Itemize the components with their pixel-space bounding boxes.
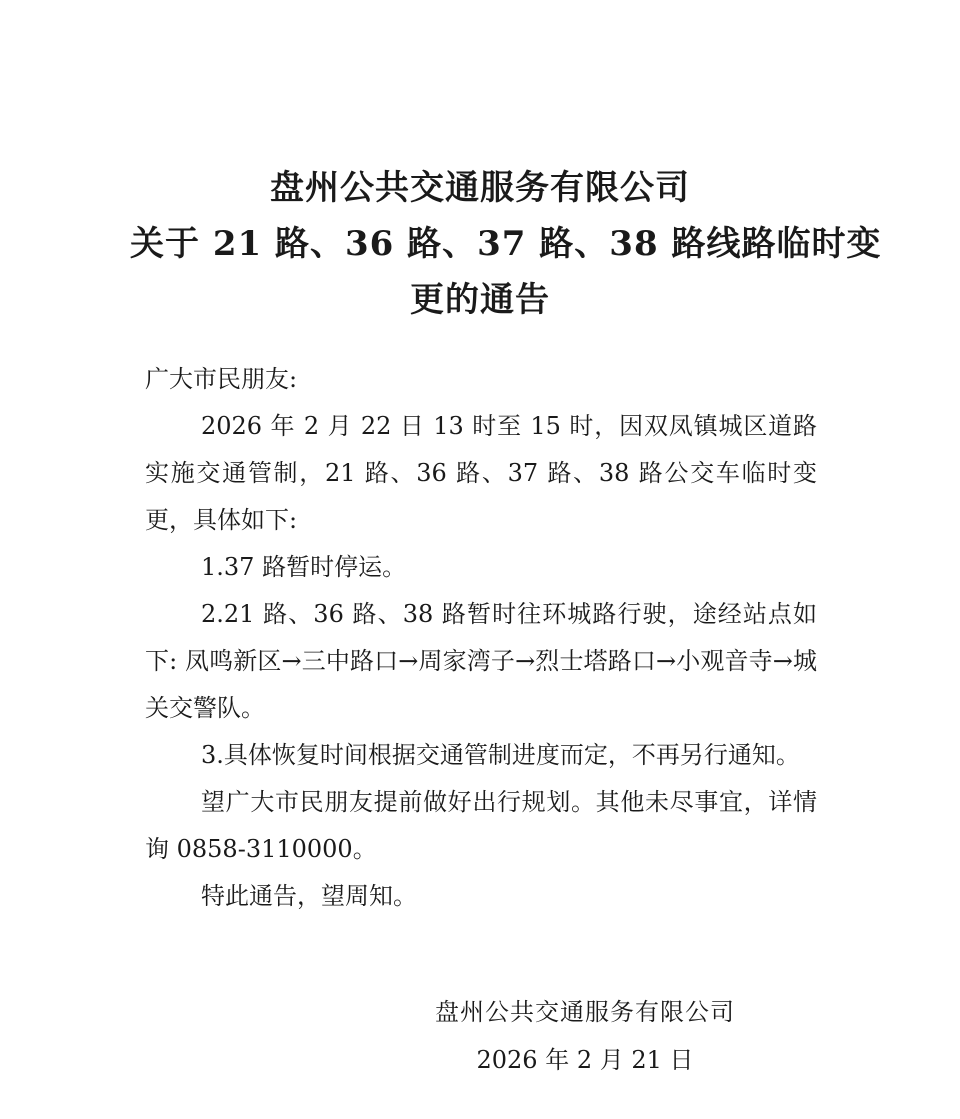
paragraph-item-1: 1.37 路暂时停运。 [201, 553, 407, 581]
notice-title [130, 160, 882, 328]
salutation: 广大市民朋友: [145, 365, 298, 393]
title-line-2: 关于 21 路、36 路、37 路、38 路线路临时变 [130, 224, 882, 264]
signature-organization: 盘州公共交通服务有限公司 [435, 998, 735, 1026]
paragraph-closing: 特此通告，望周知。 [201, 882, 417, 910]
signature-block [380, 988, 790, 1084]
paragraph-item-2: 2.21 路、36 路、38 路暂时往环城路行驶，途经站点如下: 凤鸣新区→三中路口→周家湾子→烈士塔路口→小观音寺→城关交警队。 [145, 600, 817, 722]
paragraph-contact: 望广大市民朋友提前做好出行规划。其他未尽事宜，详情询 0858-3110000。 [145, 788, 817, 863]
paragraph-intro: 2026 年 2 月 22 日 13 时至 15 时，因双凤镇城区道路实施交通管制，21 路、36 路、37 路、38 路公交车临时变更，具体如下: [145, 412, 817, 534]
signature-date: 2026 年 2 月 21 日 [476, 1046, 694, 1074]
title-line-1: 盘州公共交通服务有限公司 [270, 168, 690, 208]
notice-body [145, 356, 817, 920]
title-line-3: 更的通告 [410, 280, 550, 320]
paragraph-item-3: 3.具体恢复时间根据交通管制进度而定，不再另行通知。 [201, 741, 800, 769]
